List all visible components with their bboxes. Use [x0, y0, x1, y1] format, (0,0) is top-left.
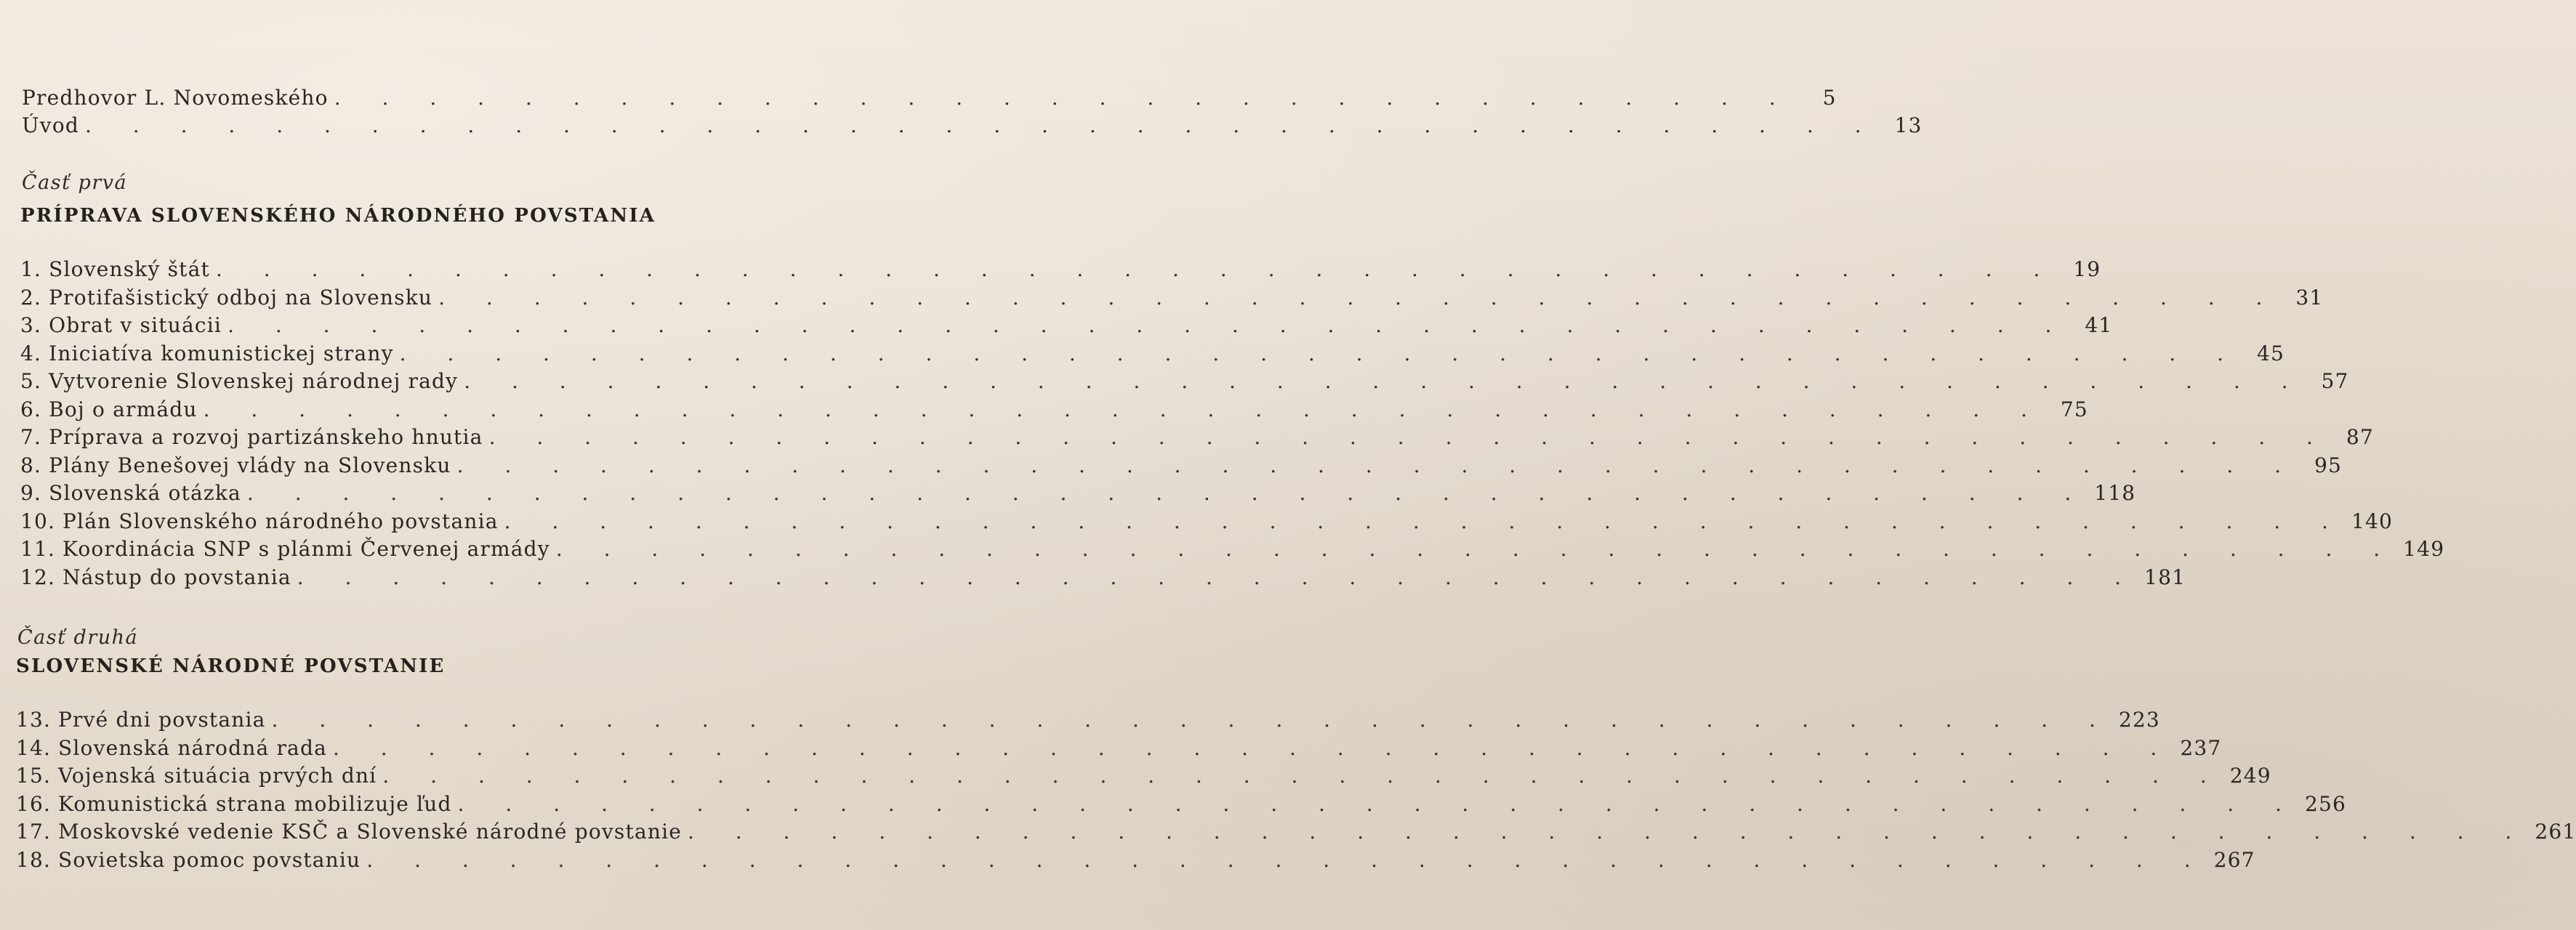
- toc-chapter-row: [20, 369, 2349, 398]
- toc-chapter-row: [16, 708, 2160, 737]
- toc-chapter-row: [20, 453, 2342, 482]
- toc-entry: [22, 86, 1837, 115]
- chapter-number: 14.: [16, 735, 52, 760]
- toc-chapter-row: [16, 764, 2271, 793]
- chapter-number: 13.: [16, 708, 52, 732]
- chapter-page: 31: [2295, 285, 2324, 310]
- toc-chapter-row: [16, 791, 2346, 821]
- toc-chapter-row: [20, 481, 2136, 510]
- chapter-number: 18.: [16, 847, 52, 872]
- chapter-number: 7.: [20, 425, 42, 449]
- toc-chapter-row: [20, 313, 2113, 342]
- toc-leader-dots: . . . . . . . . . . . . . . . . . . . . . . . . . . . . . . . . . . . . . . .: [297, 565, 2139, 589]
- toc-leader-dots: . . . . . . . . . . . . . . . . . . . . . . . . . . . . . . . . . . . . . . .: [464, 369, 2306, 393]
- chapter-page: 45: [2256, 341, 2285, 365]
- toc-leader-dots: . . . . . . . . . . . . . . . . . . . . . . . . . . . . . . . . . . . . . . .: [215, 257, 2058, 281]
- chapter-number: 9.: [20, 481, 42, 505]
- chapter-page: 57: [2321, 369, 2349, 393]
- chapter-page: 87: [2346, 425, 2374, 449]
- chapter-page: 249: [2229, 764, 2271, 788]
- toc-chapter-row: [20, 341, 2285, 371]
- chapter-title: Prvé dni povstania: [58, 708, 266, 732]
- toc-leader-dots: . . . . . . . . . . . . . . . . . . . . . . . . . . . . . . . . . . . . . . .: [382, 764, 2224, 788]
- toc-chapter-row: [16, 820, 2576, 849]
- chapter-title: Slovenský štát: [49, 257, 210, 281]
- toc-leader-dots: . . . . . . . . . . . . . . . . . . . . . . . . . . . . . . . . . . . . . .: [85, 113, 1879, 137]
- chapter-number: 1.: [20, 257, 42, 281]
- chapter-page: 19: [2073, 257, 2101, 281]
- chapter-number: 6.: [20, 397, 42, 421]
- chapter-title: Slovenská otázka: [49, 481, 241, 505]
- chapter-title: Plány Benešovej vlády na Slovensku: [49, 453, 451, 477]
- toc-chapter-row: [20, 537, 2445, 566]
- chapter-title: Koordinácia SNP s plánmi Červenej armády: [63, 537, 550, 561]
- part-label: Časť prvá: [22, 171, 128, 194]
- toc-entry: [22, 113, 1923, 142]
- chapter-page: 223: [2118, 708, 2160, 732]
- toc-leader-dots: . . . . . . . . . . . . . . . . . . . . . . . . . . . . . . .: [334, 86, 1793, 110]
- toc-entry-page: 5: [1822, 86, 1837, 110]
- chapter-number: 10.: [20, 509, 56, 533]
- toc-chapter-row: [20, 257, 2101, 286]
- chapter-page: 41: [2085, 313, 2113, 337]
- chapter-page: 181: [2144, 565, 2186, 589]
- toc-leader-dots: . . . . . . . . . . . . . . . . . . . . . . . . . . . . . . . . . . . . . . .: [246, 481, 2089, 505]
- part-heading: PRÍPRAVA SLOVENSKÉHO NÁRODNÉHO POVSTANIA: [20, 205, 656, 227]
- chapter-number: 11.: [20, 537, 56, 561]
- chapter-page: 118: [2094, 481, 2136, 505]
- chapter-title: Slovenská národná rada: [58, 735, 327, 760]
- chapter-title: Moskovské vedenie KSČ a Slovenské národné povstanie: [58, 820, 682, 844]
- chapter-title: Iniciatíva komunistickej strany: [49, 341, 394, 365]
- toc-leader-dots: . . . . . . . . . . . . . . . . . . . . . . . . . . . . . . . . . . . . . . .: [203, 397, 2045, 421]
- toc-chapter-row: [20, 285, 2324, 315]
- toc-leader-dots: . . . . . . . . . . . . . . . . . . . . . . . . . . . . . . . . . . . . . . .: [271, 708, 2113, 732]
- toc-entry-title: Predhovor L. Novomeského: [22, 86, 329, 110]
- toc-leader-dots: . . . . . . . . . . . . . . . . . . . . . . . . . . . . . . . . . . . . . . .: [332, 735, 2175, 760]
- part-label: Časť druhá: [17, 626, 139, 649]
- chapter-number: 16.: [16, 791, 52, 816]
- chapter-page: 237: [2180, 735, 2222, 760]
- toc-leader-dots: . . . . . . . . . . . . . . . . . . . . . . . . . . . . . . . . . . . . . . .: [399, 341, 2241, 365]
- toc-entry-page: 13: [1894, 113, 1923, 137]
- chapter-title: Boj o armádu: [49, 397, 198, 421]
- chapter-number: 5.: [20, 369, 42, 393]
- chapter-number: 2.: [20, 285, 42, 310]
- chapter-page: 149: [2403, 537, 2445, 561]
- toc-chapter-row: [20, 509, 2394, 538]
- chapter-number: 12.: [20, 565, 56, 589]
- toc-leader-dots: . . . . . . . . . . . . . . . . . . . . . . . . . . . . . . . . . . . . . . .: [488, 425, 2330, 449]
- chapter-title: Protifašistický odboj na Slovensku: [49, 285, 433, 310]
- chapter-number: 4.: [20, 341, 42, 365]
- chapter-number: 17.: [16, 820, 52, 844]
- toc-chapter-row: [20, 425, 2374, 454]
- chapter-page: 75: [2060, 397, 2088, 421]
- part-heading: SLOVENSKÉ NÁRODNÉ POVSTANIE: [16, 655, 446, 677]
- toc-chapter-row: [16, 847, 2255, 877]
- toc-chapter-row: [20, 397, 2088, 426]
- toc-leader-dots: . . . . . . . . . . . . . . . . . . . . . . . . . . . . . . . . . . . . . . .: [688, 820, 2529, 844]
- toc-leader-dots: . . . . . . . . . . . . . . . . . . . . . . . . . . . . . . . . . . . . . . .: [457, 791, 2299, 816]
- chapter-page: 256: [2304, 791, 2346, 816]
- toc-leader-dots: . . . . . . . . . . . . . . . . . . . . . . . . . . . . . . . . . . . . . . .: [456, 453, 2298, 477]
- toc-chapter-row: [20, 565, 2186, 594]
- chapter-page: 140: [2351, 509, 2394, 533]
- toc-leader-dots: . . . . . . . . . . . . . . . . . . . . . . . . . . . . . . . . . . . . . . .: [555, 537, 2398, 561]
- toc-leader-dots: . . . . . . . . . . . . . . . . . . . . . . . . . . . . . . . . . . . . . . .: [366, 847, 2208, 872]
- toc-leader-dots: . . . . . . . . . . . . . . . . . . . . . . . . . . . . . . . . . . . . . . .: [504, 509, 2346, 533]
- chapter-title: Sovietska pomoc povstaniu: [58, 847, 361, 872]
- chapter-page: 95: [2314, 453, 2342, 477]
- chapter-page: 261: [2535, 820, 2576, 844]
- toc-leader-dots: . . . . . . . . . . . . . . . . . . . . . . . . . . . . . . . . . . . . . . .: [438, 285, 2280, 310]
- toc-entry-title: Úvod: [22, 113, 79, 137]
- chapter-title: Príprava a rozvoj partizánskeho hnutia: [49, 425, 483, 449]
- chapter-title: Vytvorenie Slovenskej národnej rady: [49, 369, 459, 393]
- chapter-number: 3.: [20, 313, 42, 337]
- chapter-number: 8.: [20, 453, 42, 477]
- chapter-title: Komunistická strana mobilizuje ľud: [58, 791, 452, 816]
- chapter-page: 267: [2213, 847, 2255, 872]
- toc-leader-dots: . . . . . . . . . . . . . . . . . . . . . . . . . . . . . . . . . . . . . . .: [228, 313, 2069, 337]
- chapter-title: Vojenská situácia prvých dní: [58, 764, 377, 788]
- chapter-title: Nástup do povstania: [63, 565, 291, 589]
- chapter-title: Obrat v situácii: [49, 313, 222, 337]
- toc-chapter-row: [16, 735, 2222, 765]
- chapter-title: Plán Slovenského národného povstania: [63, 509, 499, 533]
- chapter-number: 15.: [16, 764, 52, 788]
